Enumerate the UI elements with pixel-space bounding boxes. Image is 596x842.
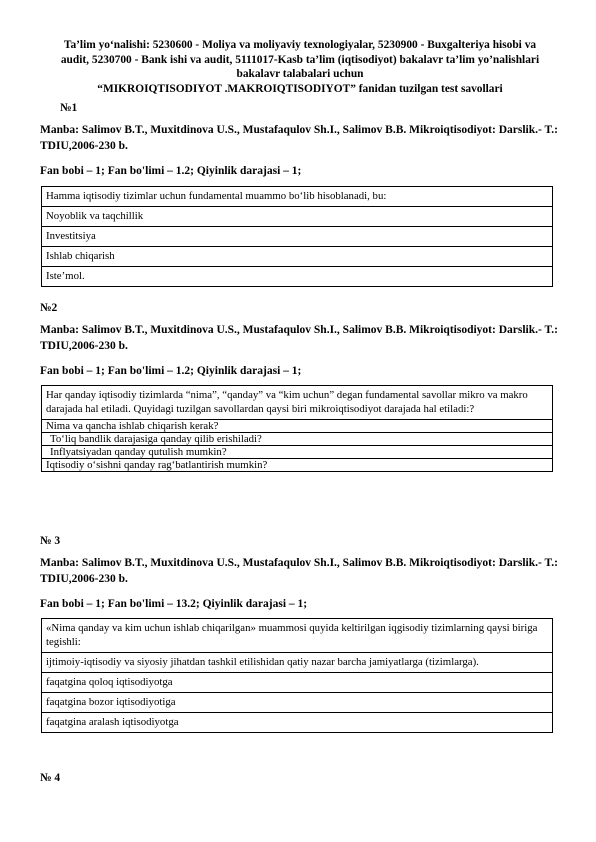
header-line-2: audit, 5230700 - Bank ishi va audit, 5111017-Kasb ta’lim (iqtisodiyot) bakalavr ta’lim yo’nalishlari — [60, 53, 540, 66]
answer-option: Investitsiya — [42, 227, 553, 247]
question-number: № 3 — [40, 535, 61, 547]
question-number: № 4 — [40, 772, 61, 784]
question-meta: Fan bobi – 1; Fan bo'limi – 13.2; Qiyinlik darajasi – 1; — [40, 598, 308, 610]
question-source: Manba: Salimov B.T., Muxitdinova U.S., Mustafaqulov Sh.I., Salimov B.B. Mikroiqtisodiyot: Darslik.- T.: TDIU,2006-230 b. — [40, 557, 559, 585]
header-line-3: bakalavr talabalari uchun — [236, 68, 364, 80]
answer-option: To‘liq bandlik darajasiga qanday qilib erishiladi? — [42, 433, 553, 446]
question-number: №2 — [40, 302, 58, 314]
answer-option: Iqtisodiy o‘sishni qanday rag‘batlantirish mumkin? — [42, 459, 553, 472]
question-text: Hamma iqtisodiy tizimlar uchun fundamental muammo bo‘lib hisoblanadi, bu: — [42, 187, 553, 207]
answer-option: Nima va qancha ishlab chiqarish kerak? — [42, 420, 553, 433]
question-meta: Fan bobi – 1; Fan bo'limi – 1.2; Qiyinlik darajasi – 1; — [40, 165, 302, 177]
answer-option: faqatgina bozor iqtisodiyotiga — [42, 693, 553, 713]
answer-option: Noyoblik va taqchillik — [42, 207, 553, 227]
question-table — [41, 186, 553, 287]
question-source: Manba: Salimov B.T., Muxitdinova U.S., Mustafaqulov Sh.I., Salimov B.B. Mikroiqtisodiyot: Darslik.- T.: TDIU,2006-230 b. — [40, 124, 559, 152]
header-line-4: “MIKROIQTISODIYOT .MAKROIQTISODIYOT” fanidan tuzilgan test savollari — [97, 82, 503, 95]
answer-option: Ishlab chiqarish — [42, 247, 553, 267]
answer-option: Inflyatsiyadan qanday qutulish mumkin? — [42, 446, 553, 459]
document-header — [40, 38, 560, 96]
answer-option: faqatgina qoloq iqtisodiyotga — [42, 673, 553, 693]
question-source: Manba: Salimov B.T., Muxitdinova U.S., Mustafaqulov Sh.I., Salimov B.B. Mikroiqtisodiyot: Darslik.- T.: TDIU,2006-230 b. — [40, 324, 559, 352]
answer-option: faqatgina aralash iqtisodiyotga — [42, 713, 553, 733]
question-meta: Fan bobi – 1; Fan bo'limi – 1.2; Qiyinlik darajasi – 1; — [40, 365, 302, 377]
answer-option: ijtimoiy-iqtisodiy va siyosiy jihatdan tashkil etilishidan qatiy nazar barcha jamiyatlarga (tizimlarga). — [42, 653, 553, 673]
question-table — [41, 618, 553, 733]
question-text: «Nima qanday va kim uchun ishlab chiqarilgan» muammosi quyida keltirilgan iqgisodiy tizimlarning qaysi biriga tegishli: — [42, 619, 553, 653]
question-text: Har qanday iqtisodiy tizimlarda “nima”, “qanday” va “kim uchun” degan fundamental savollar mikro va makro darajada hal etiladi. Quyidagi tuzilgan savollardan qaysi biri mikroiqtisodiyot darajada hal etiladi:? — [42, 386, 553, 420]
question-table — [41, 385, 553, 472]
question-number: №1 — [60, 102, 78, 114]
answer-option: Iste’mol. — [42, 267, 553, 287]
header-line-1: Ta’lim yo‘nalishi: 5230600 - Moliya va moliyaviy texnologiyalar, 5230900 - Buxgalteriya hisobi va — [63, 39, 537, 51]
